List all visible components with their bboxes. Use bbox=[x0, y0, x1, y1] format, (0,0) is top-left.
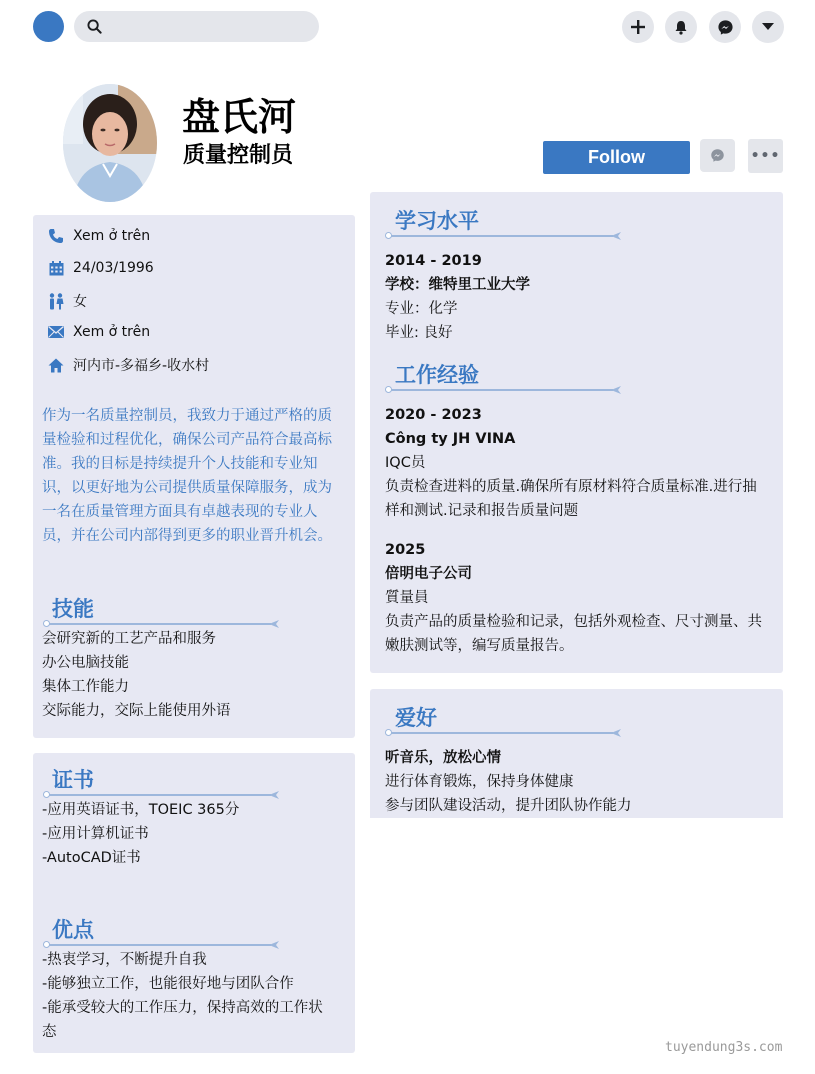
logo-icon[interactable] bbox=[33, 11, 64, 42]
account-menu-button[interactable] bbox=[752, 11, 784, 43]
list-item: -热衷学习，不断提升自我 bbox=[42, 952, 207, 968]
career-summary: 作为一名质量控制员，我致力于通过严格的质量检验和过程优化，确保公司产品符合最高标准。我的目标是持续提升个人技能和专业知识，以更好地为公司提供质量保障服务，成为一名在质量管理方面具有卓越表现的专业人员，并在公司内部得到更多的职业晋升机会。 bbox=[42, 408, 332, 544]
list-item: 参与团队建设活动，提升团队协作能力 bbox=[385, 798, 632, 814]
watermark: tuyendung3s.com bbox=[665, 1040, 783, 1055]
search-icon bbox=[87, 19, 102, 34]
experience-title: 工作经验 bbox=[395, 363, 479, 387]
messenger-button[interactable] bbox=[709, 11, 741, 43]
calendar-icon bbox=[47, 259, 65, 277]
education-entry bbox=[385, 249, 530, 345]
job-role: IQC员 bbox=[385, 455, 426, 471]
list-item: 办公电脑技能 bbox=[42, 655, 129, 671]
contact-gender: 女 bbox=[47, 291, 87, 311]
messenger-icon bbox=[710, 148, 725, 163]
certificates-title: 证书 bbox=[52, 768, 94, 792]
education-experience-panel bbox=[370, 192, 783, 673]
section-divider bbox=[385, 385, 621, 395]
profile-name: 盘氏河 bbox=[182, 95, 297, 139]
bell-icon bbox=[674, 20, 688, 35]
contact-panel bbox=[33, 215, 355, 738]
list-item: -AutoCAD证书 bbox=[42, 850, 141, 866]
strengths-list bbox=[42, 948, 327, 1044]
more-options-button[interactable]: ••• bbox=[748, 139, 783, 173]
contact-birthday: 24/03/1996 bbox=[47, 259, 154, 277]
phone-icon bbox=[47, 227, 65, 245]
section-divider bbox=[385, 231, 621, 241]
gender-icon bbox=[47, 292, 65, 310]
certificates-panel bbox=[33, 753, 355, 1053]
education-title: 学习水平 bbox=[395, 209, 479, 233]
list-item: -应用计算机证书 bbox=[42, 826, 149, 842]
plus-icon bbox=[631, 20, 645, 34]
job-description: 负责产品的质量检验和记录，包括外观检查、尺寸测量、共嫩肤测试等，编写质量报告。 bbox=[385, 614, 762, 654]
job-description: 负责检查进料的质量.确保所有原材料符合质量标准.进行抽样和测试.记录和报告质量问题 bbox=[385, 479, 757, 519]
list-item: 进行体育锻炼，保持身体健康 bbox=[385, 774, 574, 790]
list-item: 交际能力，交际上能使用外语 bbox=[42, 703, 231, 719]
search-input[interactable] bbox=[74, 11, 319, 42]
job-company: Công ty JH VINA bbox=[385, 431, 516, 447]
education-major: 专业：化学 bbox=[385, 301, 458, 317]
hobbies-list bbox=[385, 746, 632, 818]
education-grade: 毕业: 良好 bbox=[385, 325, 453, 341]
notifications-button[interactable] bbox=[665, 11, 697, 43]
email-icon bbox=[47, 323, 65, 341]
list-item: 会研究新的工艺产品和服务 bbox=[42, 631, 216, 647]
contact-address: 河内市-多福乡-收水村 bbox=[47, 355, 209, 375]
list-item: -能承受较大的工作压力，保持高效的工作状态 bbox=[42, 1000, 323, 1040]
list-item: 听音乐，放松心情 bbox=[385, 750, 501, 766]
messenger-icon bbox=[717, 19, 734, 36]
create-button[interactable] bbox=[622, 11, 654, 43]
hobbies-panel bbox=[370, 689, 783, 818]
strengths-title: 优点 bbox=[52, 918, 94, 942]
chevron-down-icon bbox=[762, 23, 774, 31]
list-item: -应用英语证书，TOEIC 365分 bbox=[42, 802, 240, 818]
skills-title: 技能 bbox=[52, 597, 94, 621]
list-item: -能够独立工作，也能很好地与团队合作 bbox=[42, 976, 294, 992]
home-icon bbox=[47, 356, 65, 374]
contact-email: Xem ở trên bbox=[47, 323, 150, 341]
experience-job bbox=[385, 538, 765, 658]
list-item: 集体工作能力 bbox=[42, 679, 129, 695]
skills-list bbox=[42, 627, 231, 723]
profile-photo bbox=[63, 84, 157, 202]
education-school: 学校：维特里工业大学 bbox=[385, 277, 530, 293]
contact-phone: Xem ở trên bbox=[47, 227, 150, 245]
section-divider bbox=[385, 728, 621, 738]
top-bar bbox=[0, 0, 815, 54]
job-period: 2020 - 2023 bbox=[385, 407, 482, 423]
follow-button[interactable]: Follow bbox=[543, 141, 690, 174]
hobbies-title: 爱好 bbox=[395, 706, 437, 730]
avatar[interactable] bbox=[63, 84, 157, 202]
job-role: 質量員 bbox=[385, 590, 429, 606]
job-company: 倍明电子公司 bbox=[385, 566, 472, 582]
certificates-list bbox=[42, 798, 239, 870]
education-period: 2014 - 2019 bbox=[385, 253, 482, 269]
profile-title: 质量控制员 bbox=[183, 143, 294, 168]
job-period: 2025 bbox=[385, 542, 426, 558]
experience-job bbox=[385, 403, 765, 523]
message-button[interactable] bbox=[700, 139, 735, 172]
